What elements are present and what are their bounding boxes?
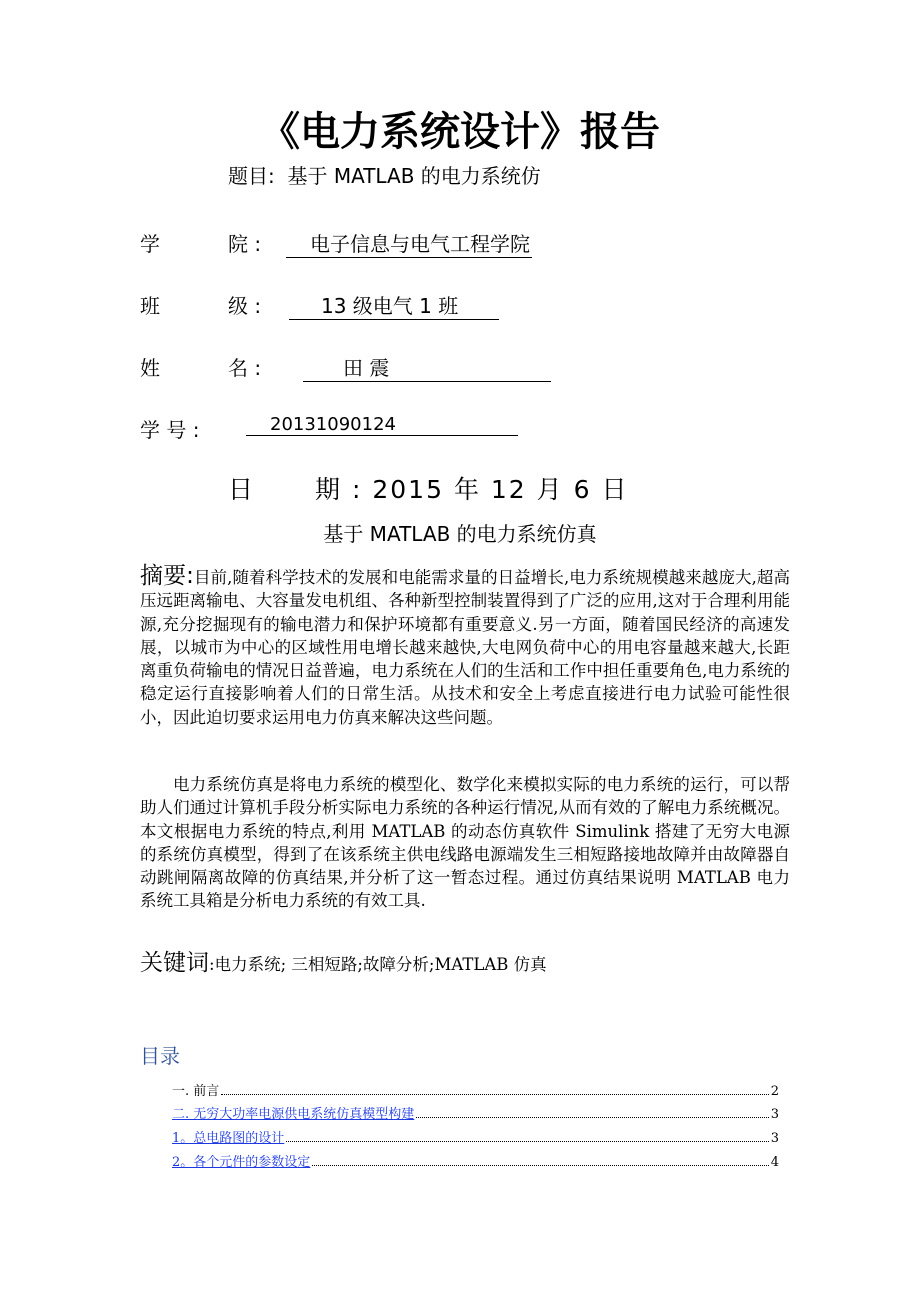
toc-leader bbox=[312, 1165, 768, 1166]
name-label-2: 名 : bbox=[228, 356, 262, 380]
college-label-2: 院 : bbox=[228, 232, 262, 256]
toc-item-text: 一. 前言 bbox=[172, 1084, 220, 1099]
topic-value: 基于 MATLAB 的电力系统仿 bbox=[287, 164, 541, 188]
abstract-paragraph-2: 电力系统仿真是将电力系统的模型化、数学化来模拟实际的电力系统的运行，可以帮助人们通过计算机手段分析实际电力系统的各种运行情况,从而有效的了解电力系统概况。本文根据电力系统的特点,利用 MATLAB 的动态仿真软件 Simulink 搭建了无穷大电源的系统仿真模型，得到了在该系统主供电线路电源端发生三相短路接地故障并由故障器自动跳闸隔离故障的仿真结果,并分析了这一暂态过程。通过仿真结果说明 MATLAB 电力系统工具箱是分析电力系统的有效工具. bbox=[140, 775, 790, 911]
keywords-colon: : bbox=[209, 955, 215, 974]
name-label: 姓 bbox=[140, 356, 160, 380]
class-value: 13 级电气 1 班 bbox=[289, 290, 499, 320]
student-id-label: 学 号 : bbox=[140, 418, 200, 442]
toc-leader bbox=[416, 1117, 768, 1118]
toc-item-page: 3 bbox=[770, 1131, 779, 1146]
keywords-line bbox=[140, 952, 790, 976]
toc-leader bbox=[221, 1094, 768, 1095]
toc-item[interactable] bbox=[172, 1151, 779, 1170]
report-title: 《电力系统设计》报告 bbox=[260, 109, 660, 155]
toc-leader bbox=[286, 1141, 768, 1142]
toc-item[interactable] bbox=[172, 1103, 779, 1122]
abstract-text-1: 目前,随着科学技术的发展和电能需求量的日益增长,电力系统规模越来越庞大,超高压远距离输电、大容量发电机组、各种新型控制装置得到了广泛的应用,这对于合理利用能源,充分挖掘现有的输电潜力和保护环境都有重要意义.另一方面，随着国民经济的高速发展，以城市为中心的区域性用电增长越来越快,大电网负荷中心的用电容量越来越大,长距离重负荷输电的情况日益普遍，电力系统在人们的生活和工作中担任重要角色,电力系统的稳定运行直接影响着人们的日常生活。从技术和安全上考虑直接进行电力试验可能性很小，因此迫切要求运用电力仿真来解决这些问题。 bbox=[140, 568, 790, 727]
toc-item-page: 4 bbox=[770, 1155, 779, 1170]
topic-label: 题目: bbox=[228, 164, 275, 188]
toc-item-link[interactable]: 二. 无穷大功率电源供电系统仿真模型构建 bbox=[172, 1107, 415, 1122]
toc-item-link[interactable]: 1。总电路图的设计 bbox=[172, 1131, 285, 1146]
toc-item-link[interactable]: 2。各个元件的参数设定 bbox=[172, 1155, 311, 1170]
abstract-paragraph-1 bbox=[140, 565, 790, 729]
abstract-label: 摘要: bbox=[140, 563, 194, 589]
toc-item-page: 3 bbox=[770, 1107, 779, 1122]
toc-title: 目录 bbox=[140, 1044, 180, 1068]
keywords-text: 电力系统; 三相短路;故障分析;MATLAB 仿真 bbox=[214, 955, 547, 974]
toc-item-page: 2 bbox=[770, 1084, 779, 1099]
keywords-label: 关键词 bbox=[140, 950, 209, 976]
toc-item[interactable] bbox=[172, 1127, 779, 1146]
report-topic bbox=[228, 160, 541, 189]
report-subtitle: 基于 MATLAB 的电力系统仿真 bbox=[323, 522, 597, 546]
college-label: 学 bbox=[140, 232, 160, 256]
student-id-value: 20131090124 bbox=[246, 414, 518, 436]
class-label: 班 bbox=[140, 294, 160, 318]
toc-item[interactable] bbox=[172, 1080, 779, 1099]
class-label-2: 级 : bbox=[228, 294, 262, 318]
name-value: 田 震 bbox=[303, 352, 551, 382]
report-date: 日 期 : 2015 年 12 月 6 日 bbox=[228, 475, 629, 504]
college-value: 电子信息与电气工程学院 bbox=[286, 228, 532, 258]
